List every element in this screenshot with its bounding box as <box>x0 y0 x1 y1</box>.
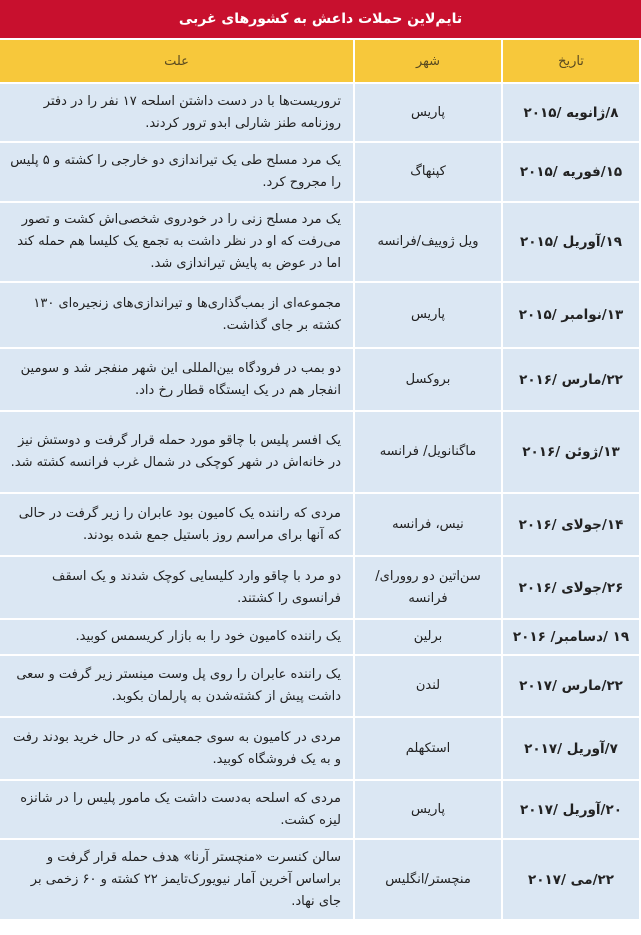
row-city: پاریس <box>354 780 502 839</box>
row-date: ۲۶/جولای /۲۰۱۶ <box>502 556 640 619</box>
row-date: ۷/آوریل /۲۰۱۷ <box>502 717 640 780</box>
header-date: تاریخ <box>502 39 640 83</box>
row-desc: مجموعه‌ای از بمب‌گذاری‌ها و تیراندازی‌های زنجیره‌ای ۱۳۰ کشته بر جای گذاشت. <box>0 282 354 348</box>
row-city: کپنهاگ <box>354 142 502 202</box>
attacks-table <box>0 38 641 921</box>
table-row <box>0 202 640 282</box>
header-city: شهر <box>354 39 502 83</box>
row-date: ۱۹/آوریل /۲۰۱۵ <box>502 202 640 282</box>
table-row <box>0 493 640 556</box>
row-date: ۸/ژانویه /۲۰۱۵ <box>502 83 640 142</box>
table-row <box>0 348 640 411</box>
row-date: ۱۹ /دسامبر/ ۲۰۱۶ <box>502 619 640 655</box>
table-row <box>0 83 640 142</box>
table-row <box>0 142 640 202</box>
table-row <box>0 556 640 619</box>
row-city: منچستر/انگلیس <box>354 839 502 920</box>
table-row <box>0 619 640 655</box>
row-city: بروکسل <box>354 348 502 411</box>
row-city: نیس، فرانسه <box>354 493 502 556</box>
row-date: ۲۲/مارس /۲۰۱۷ <box>502 655 640 717</box>
table-row <box>0 717 640 780</box>
row-city: سن‌اتین دو روورای/ فرانسه <box>354 556 502 619</box>
table-row <box>0 655 640 717</box>
table-row <box>0 839 640 920</box>
row-desc: یک راننده عابران را روی پل وست مینستر زیر گرفت و سعی داشت پیش از کشته‌شدن به پارلمان بکوبد. <box>0 655 354 717</box>
table-header-row <box>0 39 640 83</box>
row-desc: یک راننده کامیون خود را به بازار کریسمس کوبید. <box>0 619 354 655</box>
row-city: ویل ژوییف/فرانسه <box>354 202 502 282</box>
table-row <box>0 411 640 493</box>
row-city: ماگنانویل/ فرانسه <box>354 411 502 493</box>
row-desc: یک افسر پلیس با چاقو مورد حمله قرار گرفت و دوستش نیز در خانه‌اش در شهر کوچکی در شمال غرب فرانسه کشته شد. <box>0 411 354 493</box>
header-desc: علت <box>0 39 354 83</box>
row-date: ۱۵/فوریه /۲۰۱۵ <box>502 142 640 202</box>
row-date: ۲۲/می /۲۰۱۷ <box>502 839 640 920</box>
row-date: ۱۴/جولای /۲۰۱۶ <box>502 493 640 556</box>
row-desc: مردی که راننده یک کامیون بود عابران را زیر گرفت در حالی که آنها برای مراسم روز باستیل جمع شده بودند. <box>0 493 354 556</box>
row-desc: یک مرد مسلح زنی را در خودروی شخصی‌اش کشت و تصور می‌رفت که او در نظر داشت به تجمع یک کلیسا هم حمله کند اما در عوض به پایش تیراندازی شد. <box>0 202 354 282</box>
row-date: ۱۳/نوامبر /۲۰۱۵ <box>502 282 640 348</box>
row-city: برلین <box>354 619 502 655</box>
table-row <box>0 780 640 839</box>
row-desc: مردی که اسلحه به‌دست داشت یک مامور پلیس را در شانزه لیزه کشت. <box>0 780 354 839</box>
row-desc: مردی در کامیون به سوی جمعیتی که در حال خرید بودند رفت و به یک فروشگاه کوبید. <box>0 717 354 780</box>
row-desc: تروریست‌ها با در دست داشتن اسلحه ۱۷ نفر را در دفتر روزنامه طنز شارلی ابدو ترور کردند. <box>0 83 354 142</box>
row-desc: یک مرد مسلح طی یک تیراندازی دو خارجی را کشته و ۵ پلیس را مجروح کرد. <box>0 142 354 202</box>
page-title: تایم‌لاین حملات داعش به کشورهای غربی <box>0 0 641 38</box>
row-date: ۲۰/آوریل /۲۰۱۷ <box>502 780 640 839</box>
row-desc: سالن کنسرت «منچستر آرنا» هدف حمله قرار گرفت و براساس آخرین آمار نیویورک‌تایمز ۲۲ کشته و ۶۰ زخمی بر جای نهاد. <box>0 839 354 920</box>
row-city: لندن <box>354 655 502 717</box>
row-desc: دو مرد با چاقو وارد کلیسایی کوچک شدند و یک اسقف فرانسوی را کشتند. <box>0 556 354 619</box>
row-city: پاریس <box>354 282 502 348</box>
table-row <box>0 282 640 348</box>
row-date: ۲۲/مارس /۲۰۱۶ <box>502 348 640 411</box>
row-city: پاریس <box>354 83 502 142</box>
row-city: استکهلم <box>354 717 502 780</box>
row-desc: دو بمب در فرودگاه بین‌المللی این شهر منفجر شد و سومین انفجار هم در یک ایستگاه قطار رخ داد. <box>0 348 354 411</box>
row-date: ۱۳/ژوئن /۲۰۱۶ <box>502 411 640 493</box>
